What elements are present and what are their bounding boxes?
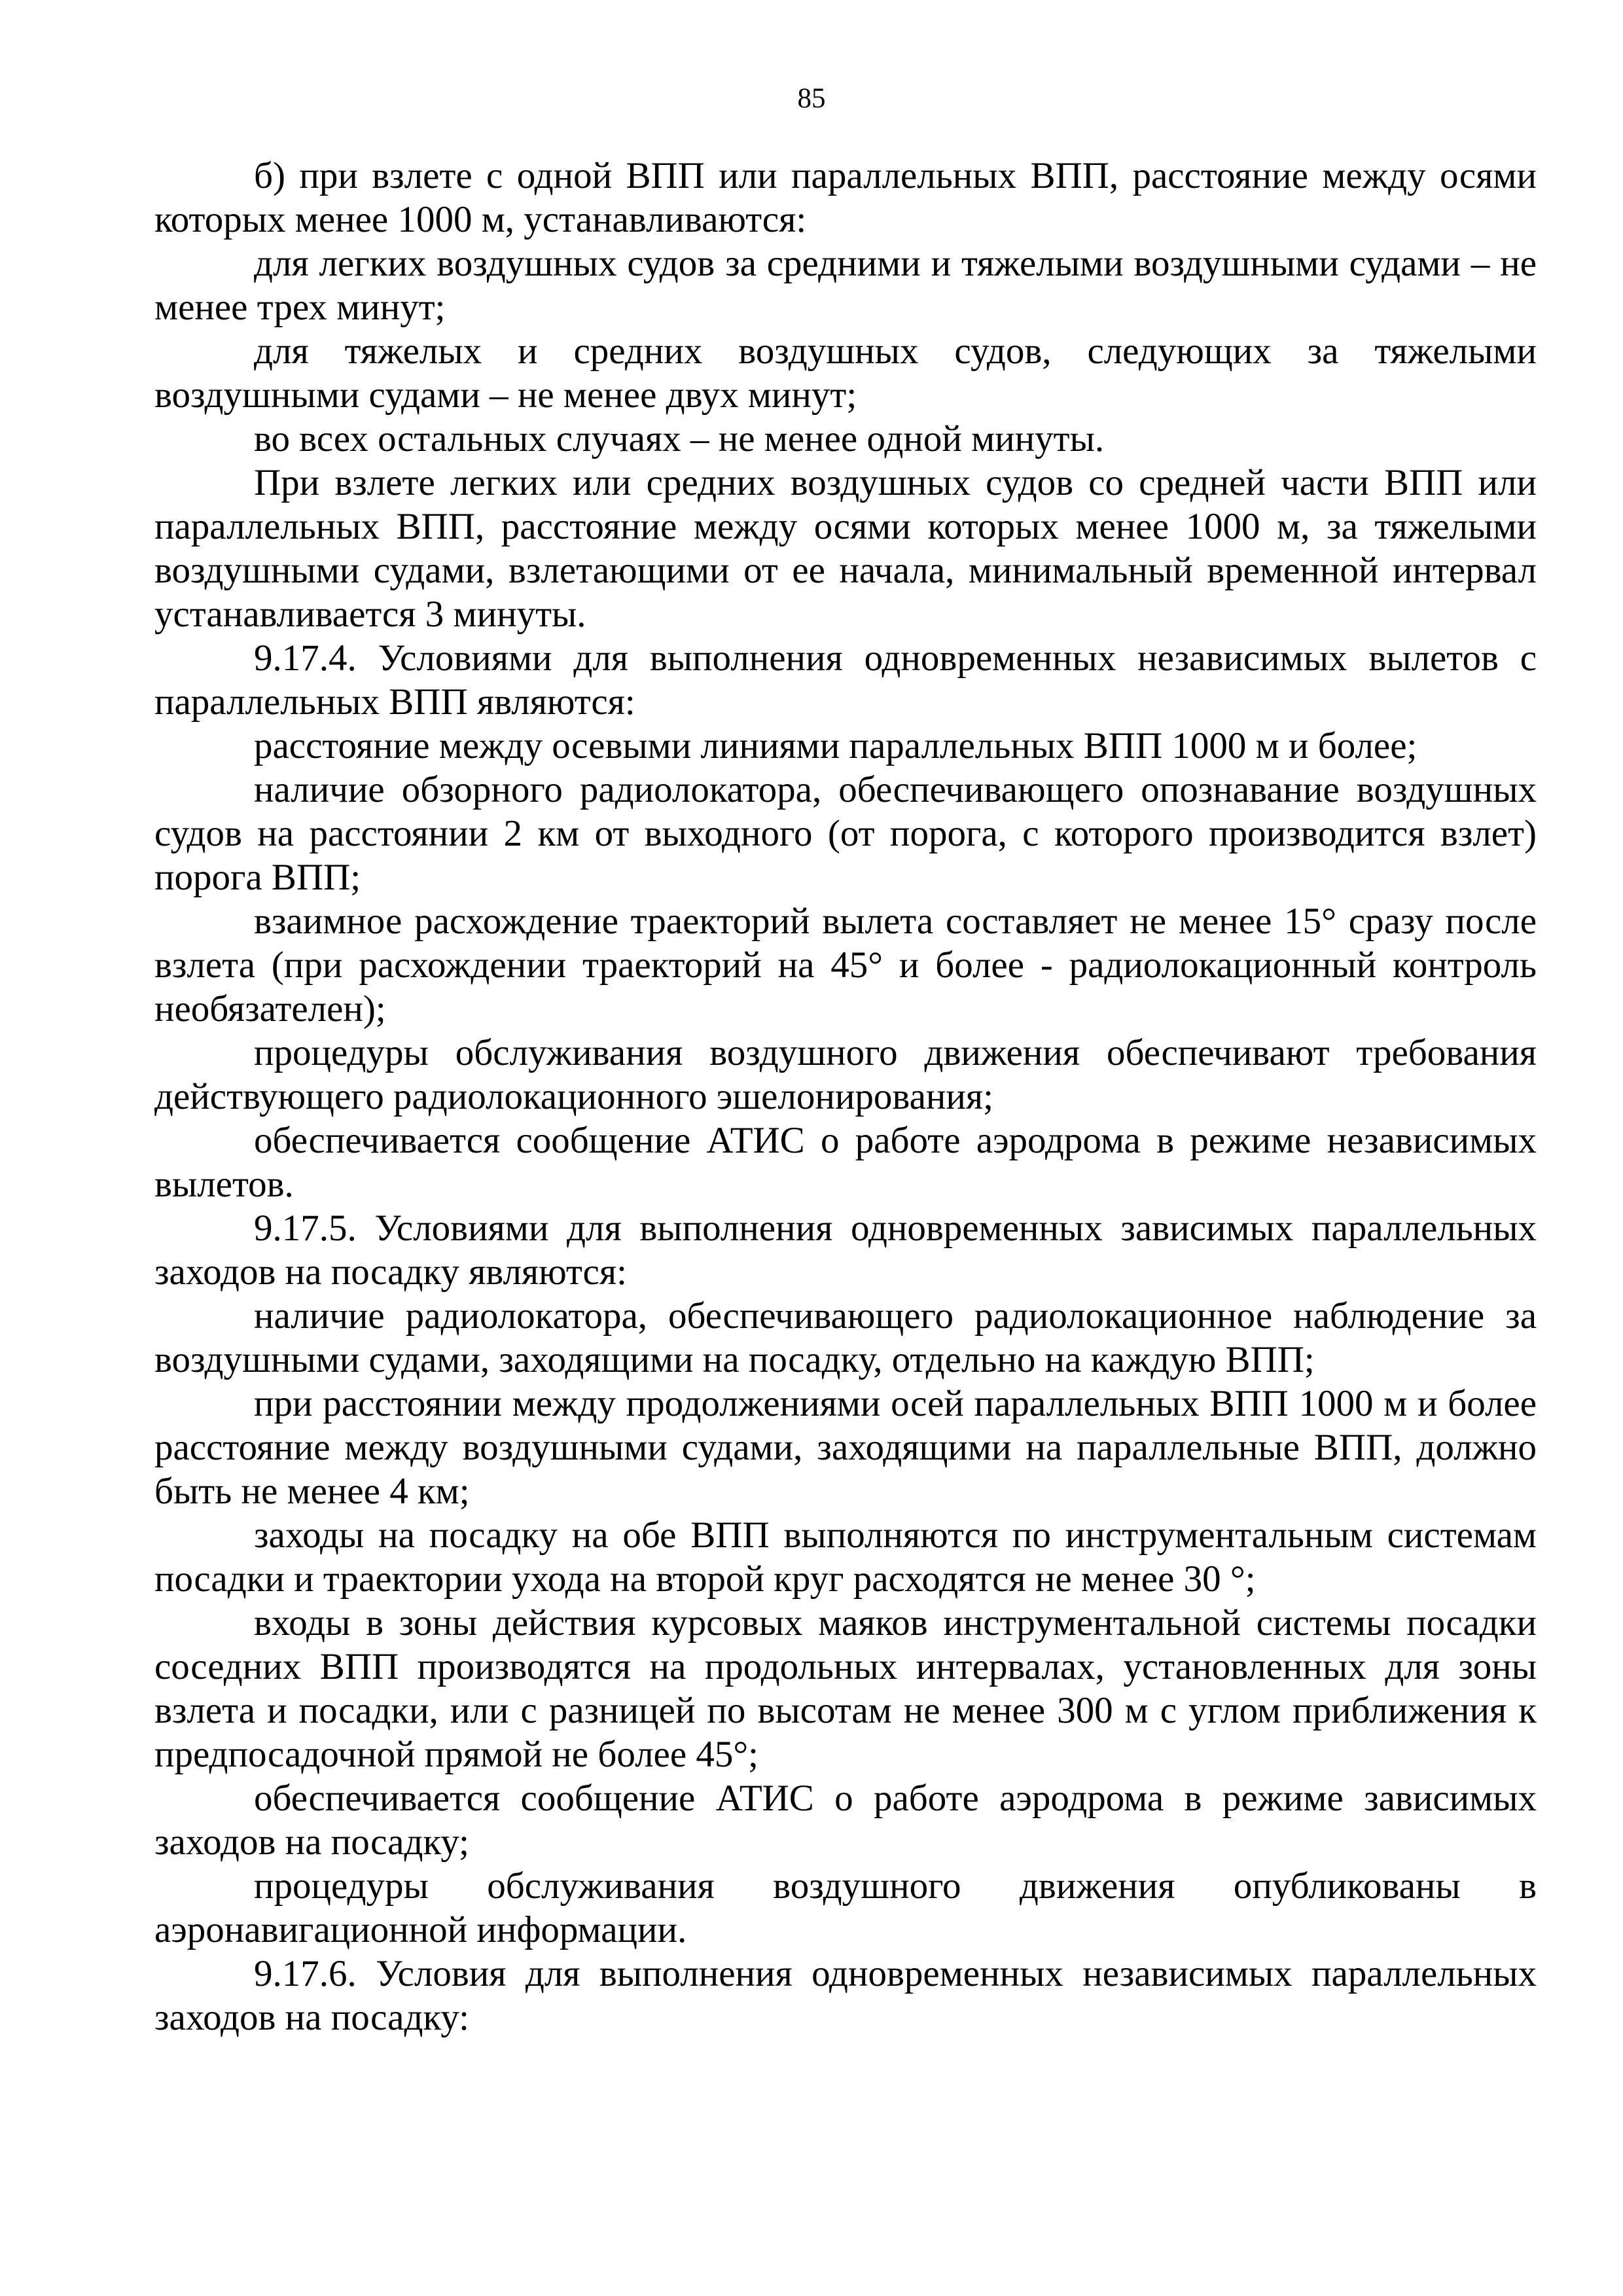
paragraph-ils-approaches: заходы на посадку на обе ВПП выполняются по инструментальным системам посадки и траектории ухода на второй круг расходятся не менее 30 °; <box>154 1515 1537 1600</box>
paragraph-atis-independent-departures: обеспечивается сообщение АТИС о работе аэродрома в режиме независимых вылетов. <box>154 1120 1537 1205</box>
paragraph-section-9-17-6: 9.17.6. Условия для выполнения одновременных независимых параллельных заходов на посадку: <box>154 1953 1537 2038</box>
paragraph-approach-radar: наличие радиолокатора, обеспечивающего радиолокационное наблюдение за воздушными судами, заходящими на посадку, отдельно на каждую ВПП; <box>154 1295 1537 1380</box>
paragraph-other-cases: во всех остальных случаях – не менее одной минуты. <box>254 418 1105 459</box>
paragraph-atc-procedures-published: процедуры обслуживания воздушного движения опубликованы в аэронавигационной информации. <box>154 1865 1537 1950</box>
paragraph-atc-procedures-radar: процедуры обслуживания воздушного движения обеспечивают требования действующего радиолокационного эшелонирования; <box>154 1032 1537 1117</box>
paragraph-takeoff-single-runway: б) при взлете с одной ВПП или параллельных ВПП, расстояние между осями которых менее 1000 м, устанавливаются: <box>154 155 1537 240</box>
page-number: 85 <box>797 83 826 114</box>
paragraph-track-divergence: взаимное расхождение траекторий вылета составляет не менее 15° сразу после взлета (при расхождении траекторий на 45° и более - радиолокационный контроль необязателен); <box>154 901 1537 1030</box>
paragraph-intersection-takeoff: При взлете легких или средних воздушных судов со средней части ВПП или параллельных ВПП, расстояние между осями которых менее 1000 м, за тяжелыми воздушными судами, взлетающими от ее начала, минимальный временной интервал устанавливается 3 минуты. <box>154 462 1537 635</box>
paragraph-atis-dependent-approaches: обеспечивается сообщение АТИС о работе аэродрома в режиме зависимых заходов на посадку; <box>154 1778 1537 1863</box>
paragraph-localizer-entry: входы в зоны действия курсовых маяков инструментальной системы посадки соседних ВПП производятся на продольных интервалах, установленных для зоны взлета и посадки, или с разницей по высотам не менее 300 м с углом приближения к предпосадочной прямой не более 45°; <box>154 1602 1537 1775</box>
paragraph-section-9-17-5: 9.17.5. Условиями для выполнения одновременных зависимых параллельных заходов на посадку являются: <box>154 1208 1537 1293</box>
paragraph-approach-spacing: при расстоянии между продолжениями осей параллельных ВПП 1000 м и более расстояние между воздушными судами, заходящими на параллельные ВПП, должно быть не менее 4 км; <box>154 1383 1537 1512</box>
paragraph-light-after-heavy: для легких воздушных судов за средними и тяжелыми воздушными судами – не менее трех минут; <box>154 243 1537 328</box>
document-body <box>154 154 1537 2039</box>
paragraph-surveillance-radar: наличие обзорного радиолокатора, обеспечивающего опознавание воздушных судов на расстоянии 2 км от выходного (от порога, с которого производится взлет) порога ВПП; <box>154 769 1537 898</box>
paragraph-heavy-medium-after-heavy: для тяжелых и средних воздушных судов, следующих за тяжелыми воздушными судами – не менее двух минут; <box>154 331 1537 416</box>
paragraph-runway-separation: расстояние между осевыми линиями параллельных ВПП 1000 м и более; <box>254 725 1418 766</box>
paragraph-section-9-17-4: 9.17.4. Условиями для выполнения одновременных независимых вылетов с параллельных ВПП являются: <box>154 637 1537 723</box>
